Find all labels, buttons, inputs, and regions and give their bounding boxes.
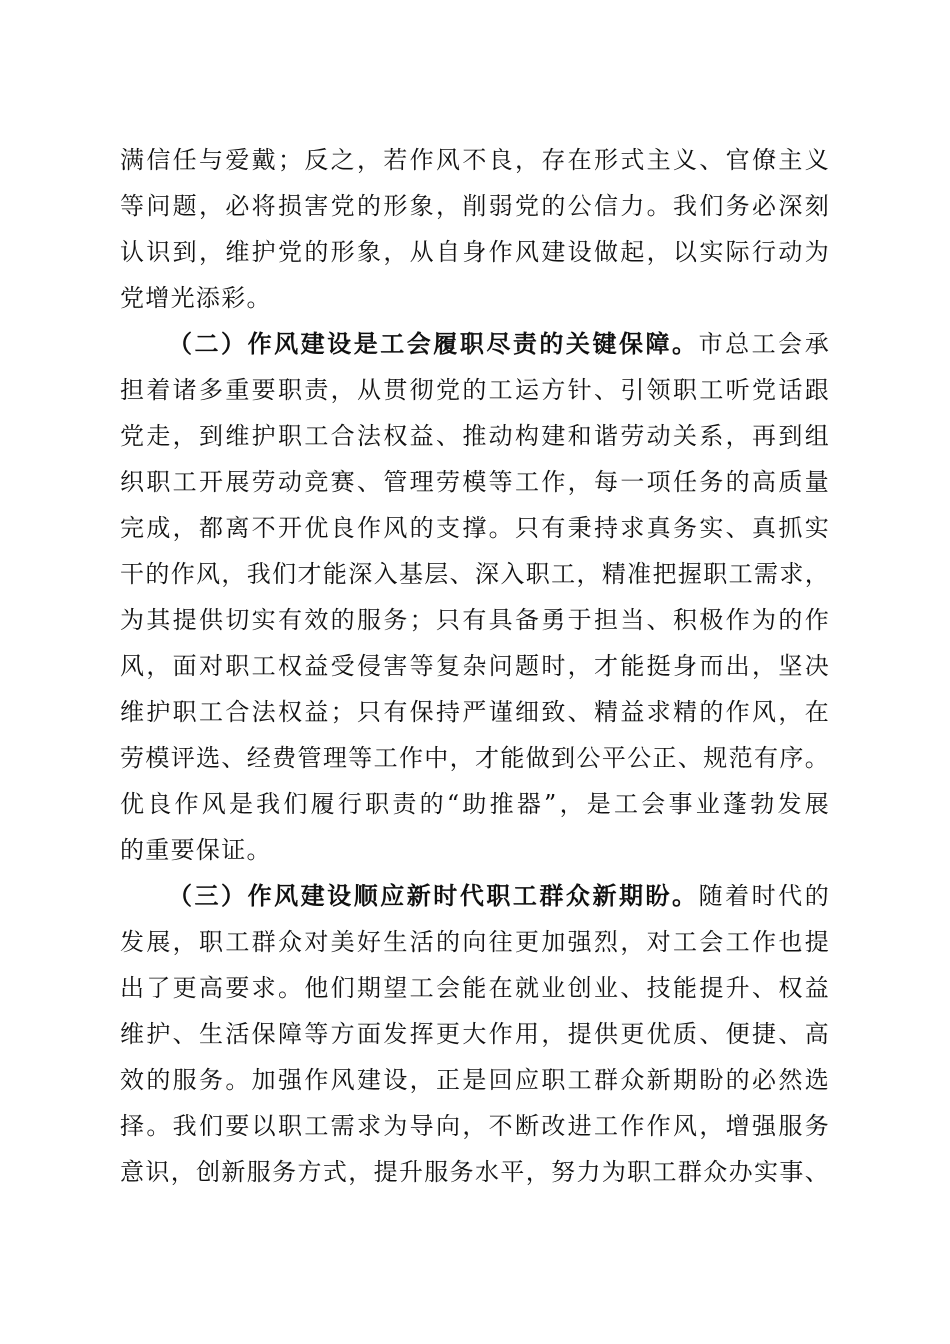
text-line: 满信任与爱戴；反之，若作风不良，存在形式主义、官僚主义 [120, 146, 830, 174]
text-line: 维护、生活保障等方面发挥更大作用，提供更优质、便捷、高 [120, 1020, 830, 1048]
text-line: 发展，职工群众对美好生活的向往更加强烈，对工会工作也提 [120, 928, 830, 956]
section-heading: （三）作风建设顺应新时代职工群众新期盼。 [168, 881, 699, 910]
paragraph-first-line [168, 321, 830, 367]
text-line: 担着诸多重要职责，从贯彻党的工运方针、引领职工听党话跟 [120, 376, 830, 404]
text-line: 党增光添彩。 [120, 284, 272, 312]
text-line: 维护职工合法权益；只有保持严谨细致、精益求精的作风，在 [120, 698, 830, 726]
text-line: 出了更高要求。他们期望工会能在就业创业、技能提升、权益 [120, 974, 830, 1002]
text-line: 党走，到维护职工合法权益、推动构建和谐劳动关系，再到组 [120, 422, 830, 450]
text-line: 效的服务。加强作风建设，正是回应职工群众新期盼的必然选 [120, 1066, 830, 1094]
text-span: 市总工会承 [698, 330, 830, 358]
section-heading: （二）作风建设是工会履职尽责的关键保障。 [168, 329, 699, 358]
paragraph-first-line [168, 873, 830, 919]
text-line: 认识到，维护党的形象，从自身作风建设做起，以实际行动为 [120, 238, 830, 266]
text-line: 劳模评选、经费管理等工作中，才能做到公平公正、规范有序。 [120, 744, 830, 772]
text-line: 的重要保证。 [120, 836, 272, 864]
text-line: 风，面对职工权益受侵害等复杂问题时，才能挺身而出，坚决 [120, 652, 830, 680]
text-line: 干的作风，我们才能深入基层、深入职工，精准把握职工需求， [120, 560, 830, 588]
text-span: 随着时代的 [698, 882, 830, 910]
text-line: 织职工开展劳动竞赛、管理劳模等工作，每一项任务的高质量 [120, 468, 830, 496]
text-line: 择。我们要以职工需求为导向，不断改进工作作风，增强服务 [120, 1112, 830, 1140]
text-line: 优良作风是我们履行职责的“助推器”，是工会事业蓬勃发展 [120, 790, 830, 818]
text-line: 为其提供切实有效的服务；只有具备勇于担当、积极作为的作 [120, 606, 830, 634]
text-line: 意识，创新服务方式，提升服务水平，努力为职工群众办实事、 [120, 1158, 830, 1186]
text-line: 等问题，必将损害党的形象，削弱党的公信力。我们务必深刻 [120, 192, 830, 220]
text-line: 完成，都离不开优良作风的支撑。只有秉持求真务实、真抓实 [120, 514, 830, 542]
